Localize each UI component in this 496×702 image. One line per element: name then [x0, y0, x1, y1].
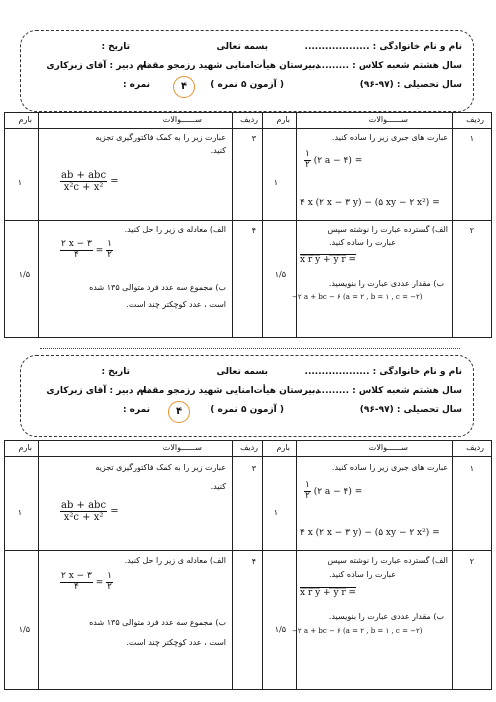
col-questions-header: ســــــوالات	[162, 115, 202, 124]
q3-denominator: x²c + x²	[63, 182, 104, 193]
q4-score: ۱/۵	[18, 270, 30, 279]
bismillah: بسمه تعالی	[216, 367, 268, 377]
teacher-field: نام دبیر : آقای زبرکاری	[46, 386, 150, 396]
q4-text-a: الف) معادله ی زیر را حل کنید.	[124, 556, 226, 565]
q1-frac-den: ۲	[305, 159, 310, 170]
q4-equation: $\frac{۲ x - ۳}{۴}$ = $\frac{۱}{۲}$	[61, 571, 113, 592]
q3-equals: =	[110, 176, 119, 187]
exam-title: ( آزمون ۵ نمره )	[210, 405, 284, 415]
col-score-header: بارم	[276, 443, 290, 452]
col-questions-header: ســــــوالات	[162, 443, 202, 452]
q1-score: ۱	[273, 508, 278, 517]
q1-frac-den: ۲	[305, 490, 310, 501]
table-header-line	[4, 456, 492, 457]
col-radif-header: ردیف	[466, 443, 484, 452]
q2-text-a: الف) گسترده عبارت را نوشته سپس	[327, 556, 448, 565]
q1-expr2: ۴ x (۲ x − ۳ y) − (۵ xy − ۲ x²) =	[300, 198, 440, 208]
bismillah: بسمه تعالی	[216, 42, 268, 52]
col-score-header: بارم	[18, 443, 32, 452]
q2-expr2: −۲ a + bc − ۶ (a = ۲ , b = ۱ , c = −۲)	[292, 627, 423, 635]
q4-equation: $\frac{۲ x - ۳}{۴}$ = $\frac{۱}{۲}$	[61, 239, 113, 260]
q3-denominator: x²c + x²	[63, 512, 104, 523]
q4-rhs-num: ۱	[107, 239, 113, 249]
q2-number: ۲	[469, 226, 474, 235]
q4-text-a: الف) معادله ی زیر را حل کنید.	[124, 225, 226, 234]
student-name-field: نام و نام خانوادگی : ...................	[304, 42, 462, 52]
q4-lhs-den: ۴	[74, 249, 79, 260]
col-divider	[452, 440, 453, 690]
col-divider	[452, 112, 453, 338]
q2-score: ۱/۵	[274, 270, 286, 279]
q3-score: ۱	[17, 508, 22, 517]
q2-text-b: عبارت را ساده کنید.	[328, 570, 396, 579]
q3-text-a: عبارت زیر را به کمک فاکتورگیری تجزیه	[95, 133, 226, 142]
q4-number: ۴	[251, 226, 256, 235]
q1-score: ۱	[273, 178, 278, 187]
q4-lhs-den: ۴	[74, 581, 79, 592]
grade-field: نمره :	[122, 80, 150, 90]
q2-expr: x̅ ̅r̅ ̅y̅ + ̅y̅ ̅r̅ =	[300, 588, 357, 598]
date-field: تاریخ :	[101, 367, 130, 377]
q4-number: ۴	[251, 557, 256, 566]
col-questions-header: ســــــوالات	[368, 443, 408, 452]
q1-expr1	[304, 481, 362, 502]
q3-expr	[60, 170, 119, 193]
row-divider	[4, 550, 492, 551]
row-divider	[4, 220, 492, 221]
col-score-header: بارم	[276, 115, 290, 124]
q3-text-b: کنید.	[210, 482, 226, 491]
q1-expr1	[304, 150, 362, 171]
q2-score: ۱/۵	[274, 625, 286, 634]
q3-expr	[60, 500, 119, 523]
school-name: دبیرستان هیأت‌امنایی شهید رزمجو مقدم	[140, 386, 320, 396]
question-table	[4, 440, 492, 690]
q1-expr1-rest: (۲ a − ۴) =	[313, 155, 363, 166]
q3-score: ۱	[17, 178, 22, 187]
q2-expr: x̅ ̅r̅ ̅y̅ + ̅y̅ ̅r̅ =	[300, 255, 357, 265]
col-divider	[38, 440, 39, 690]
col-divider	[38, 112, 39, 338]
q2-text-b: عبارت را ساده کنید.	[328, 238, 396, 247]
col-divider	[232, 440, 233, 690]
cut-line	[40, 348, 460, 349]
q2-number: ۲	[469, 557, 474, 566]
q4-rhs-den: ۲	[107, 249, 113, 260]
q4-text-c: است ، عدد کوچکتر چند است.	[126, 638, 226, 647]
school-name: دبیرستان هیأت‌امنایی شهید رزمجو مقدم	[140, 61, 320, 71]
q2-expr2: −۲ a + bc − ۶ (a = ۲ , b = ۱ , c = −۲)	[292, 293, 423, 301]
q3-text-a: عبارت زیر را به کمک فاکتورگیری تجزیه	[95, 463, 226, 472]
col-radif-header: ردیف	[240, 443, 258, 452]
q1-text: عبارت های جبری زیر را ساده کنید.	[331, 133, 448, 142]
q3-number: ۳	[251, 464, 256, 473]
table-header-line	[4, 128, 492, 129]
q4-lhs-num: ۲ x − ۳	[61, 239, 92, 249]
exam-number-badge: ۴	[173, 76, 195, 98]
col-divider	[296, 112, 297, 338]
q2-text-c: ب) مقدار عددی عبارت را بنویسید.	[328, 612, 444, 621]
q3-equals: =	[110, 506, 119, 517]
col-divider	[296, 440, 297, 690]
q4-text-b: ب) مجموع سه عدد فرد متوالی ۱۳۵ شده	[89, 283, 226, 292]
q1-number: ۱	[469, 464, 474, 473]
year-field: سال تحصیلی : (۹۷-۹۶)	[359, 405, 462, 415]
q4-lhs-num: ۲ x − ۳	[61, 571, 92, 581]
exam-title: ( آزمون ۵ نمره )	[210, 80, 284, 90]
q4-rhs-num: ۱	[107, 571, 113, 581]
q3-text-b: کنید.	[210, 146, 226, 155]
exam-number-badge: ۴	[168, 401, 190, 423]
q3-numerator: ab + abc	[61, 170, 107, 181]
class-field: سال هشتم شعبه کلاس : ............	[307, 386, 462, 396]
col-divider	[262, 440, 263, 690]
q1-frac-num: ۱	[305, 480, 310, 490]
col-divider	[232, 112, 233, 338]
year-field: سال تحصیلی : (۹۷-۹۶)	[359, 80, 462, 90]
q2-text-a: الف) گسترده عبارت را نوشته سپس	[327, 225, 448, 234]
grade-field: نمره :	[122, 405, 150, 415]
q3-numerator: ab + abc	[61, 500, 107, 511]
q4-score: ۱/۵	[18, 625, 30, 634]
col-questions-header: ســــــوالات	[368, 115, 408, 124]
q1-expr2: ۴ x (۲ x − ۳ y) − (۵ xy − ۲ x²) =	[300, 528, 440, 538]
col-score-header: بارم	[18, 115, 32, 124]
col-radif-header: ردیف	[466, 115, 484, 124]
col-radif-header: ردیف	[240, 115, 258, 124]
q1-frac-num: ۱	[305, 149, 310, 159]
q4-text-b: ب) مجموع سه عدد فرد متوالی ۱۳۵ شده	[89, 618, 226, 627]
q2-text-c: ب) مقدار عددی عبارت را بنویسید.	[328, 279, 444, 288]
teacher-field: نام دبیر : آقای زبرکاری	[46, 61, 150, 71]
date-field: تاریخ :	[101, 42, 130, 52]
q1-number: ۱	[469, 134, 474, 143]
class-field: سال هشتم شعبه کلاس : ............	[307, 61, 462, 71]
q3-number: ۳	[251, 134, 256, 143]
col-divider	[262, 112, 263, 338]
q4-text-c: است ، عدد کوچکتر چند است.	[126, 300, 226, 309]
q1-text: عبارت های جبری زیر را ساده کنید.	[331, 463, 448, 472]
student-name-field: نام و نام خانوادگی : ...................	[304, 367, 462, 377]
q4-rhs-den: ۲	[107, 581, 113, 592]
q1-expr1-rest: (۲ a − ۴) =	[313, 486, 363, 497]
